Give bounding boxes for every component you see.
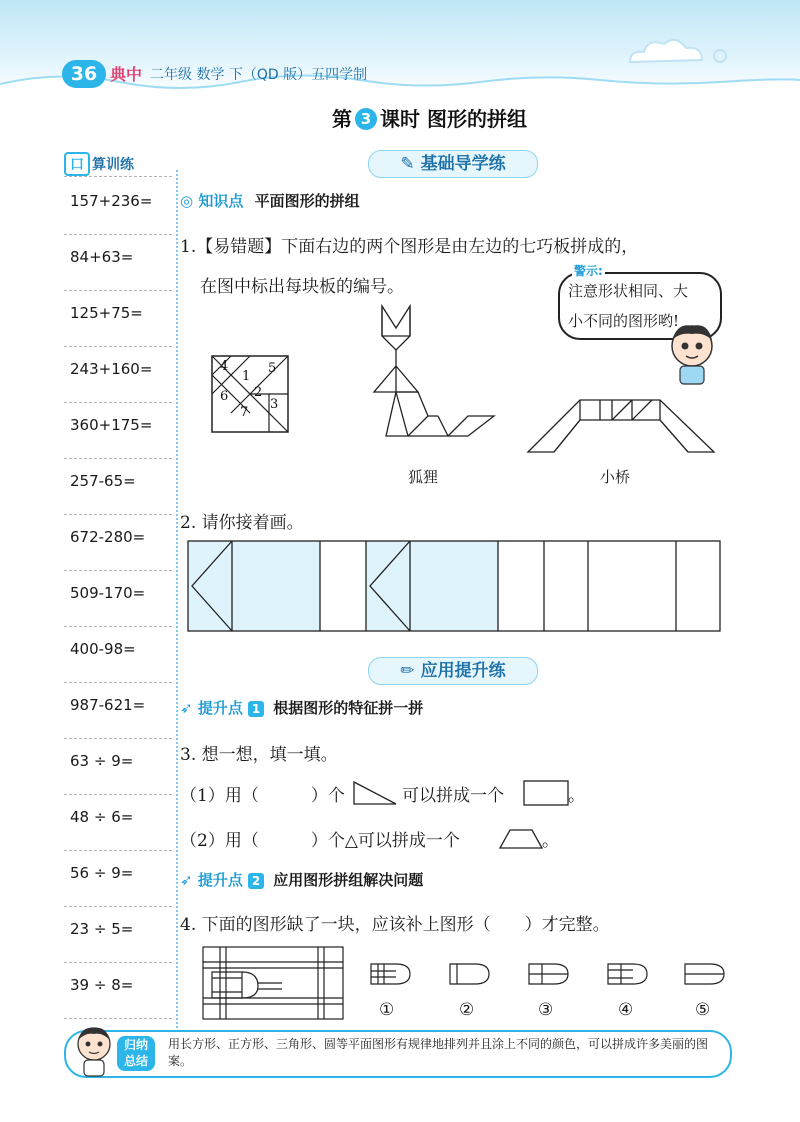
bridge-figure bbox=[528, 396, 718, 456]
q3-2-end: 。 bbox=[542, 831, 559, 851]
target-icon: ◎ bbox=[180, 192, 194, 210]
cartoon-kid-icon bbox=[72, 1024, 116, 1080]
lesson-number: 3 bbox=[355, 108, 377, 130]
knowledge-point: ◎ 知识点 平面图形的拼组 bbox=[180, 192, 360, 210]
option-shape-2[interactable] bbox=[449, 963, 491, 985]
exercise-row[interactable]: 84+63= bbox=[64, 234, 172, 291]
banner-applied-practice: ✏ 应用提升练 bbox=[368, 657, 538, 685]
column-divider bbox=[176, 170, 178, 1028]
trapezoid-icon bbox=[498, 828, 544, 850]
q3-text: 3. 想一想，填一填。 bbox=[180, 745, 338, 765]
lesson-title bbox=[332, 103, 527, 132]
exercise-row[interactable]: 400-98= bbox=[64, 626, 172, 683]
book-series: 二年级 数学 下（QD 版）五四学制 bbox=[150, 67, 368, 83]
summary-label: 归纳 总结 bbox=[117, 1036, 155, 1071]
exercise-row[interactable]: 125+75= bbox=[64, 290, 172, 347]
fox-label: 狐狸 bbox=[408, 468, 439, 486]
exercise-row[interactable]: 509-170= bbox=[64, 570, 172, 627]
tangram-label: 2 bbox=[254, 385, 263, 400]
tangram-square bbox=[212, 356, 292, 436]
exercise-row[interactable]: 63 ÷ 9= bbox=[64, 738, 172, 795]
tangram-label: 7 bbox=[240, 405, 249, 420]
exercise-row[interactable]: 672-280= bbox=[64, 514, 172, 571]
cartoon-boy-icon bbox=[664, 322, 720, 388]
rocket-icon: ➶ bbox=[180, 871, 193, 889]
option-label-1[interactable]: ① bbox=[379, 1000, 395, 1020]
option-shape-4[interactable] bbox=[607, 963, 649, 985]
bridge-label: 小桥 bbox=[600, 468, 631, 486]
option-label-3[interactable]: ③ bbox=[538, 1000, 554, 1020]
exercise-row[interactable]: 56 ÷ 9= bbox=[64, 850, 172, 907]
rectangle-icon bbox=[523, 780, 569, 806]
lesson-prefix: 第 bbox=[332, 107, 352, 131]
tangram-label: 3 bbox=[270, 397, 279, 412]
ruler-icon: ✏ bbox=[400, 661, 421, 681]
exercise-row[interactable]: 987-621= bbox=[64, 682, 172, 739]
tangram-label: 4 bbox=[220, 359, 229, 374]
rocket-icon: ➶ bbox=[180, 699, 193, 717]
improve-point-1: ➶ 提升点 1 根据图形的特征拼一拼 bbox=[180, 699, 424, 717]
oral-title-rest: 算训练 bbox=[92, 157, 134, 173]
option-shape-5[interactable] bbox=[684, 963, 726, 985]
exercise-top-divider bbox=[64, 176, 172, 177]
q3-2: （2）用（ ）个△可以拼成一个 bbox=[180, 831, 460, 851]
option-label-5[interactable]: ⑤ bbox=[695, 1000, 711, 1020]
pattern-strip[interactable] bbox=[188, 541, 724, 633]
option-shape-1[interactable] bbox=[370, 963, 412, 985]
q3-1-tail: 可以拼成一个 bbox=[402, 786, 504, 806]
right-triangle-icon bbox=[352, 780, 398, 806]
option-shape-3[interactable] bbox=[528, 963, 570, 985]
option-label-4[interactable]: ④ bbox=[618, 1000, 634, 1020]
summary-text: 用长方形、正方形、三角形、圆等平面图形有规律地排列并且涂上不同的颜色，可以拼成许多美丽的图案。 bbox=[168, 1037, 709, 1068]
q4-main-figure bbox=[202, 946, 346, 1022]
oral-training-title bbox=[64, 152, 134, 178]
tangram-label: 5 bbox=[268, 361, 277, 376]
q3-1: （1）用（ ）个 bbox=[180, 786, 345, 806]
exercise-row[interactable]: 157+236= bbox=[64, 178, 172, 235]
hint-label: 警示: bbox=[574, 264, 603, 278]
exercise-row[interactable]: 48 ÷ 6= bbox=[64, 794, 172, 851]
improve-point-2: ➶ 提升点 2 应用图形拼组解决问题 bbox=[180, 871, 424, 889]
oral-box: 口 bbox=[64, 152, 90, 176]
banner-basic-practice: ✎ 基础导学练 bbox=[368, 150, 538, 178]
exercise-row[interactable]: 243+160= bbox=[64, 346, 172, 403]
brand-logo: 典中 bbox=[110, 65, 143, 84]
tangram-label: 6 bbox=[220, 389, 229, 404]
q1-line1: 1.【易错题】下面右边的两个图形是由左边的七巧板拼成的， bbox=[180, 237, 639, 257]
exercise-row[interactable]: 360+175= bbox=[64, 402, 172, 459]
exercise-row[interactable]: 257-65= bbox=[64, 458, 172, 515]
hint-bubble: 注意形状相同、大 小不同的图形哟! bbox=[558, 272, 722, 340]
cloud-icon bbox=[620, 30, 740, 70]
exercise-row[interactable]: 23 ÷ 5= bbox=[64, 906, 172, 963]
fox-figure bbox=[368, 306, 498, 456]
page-number: 36 bbox=[62, 60, 106, 88]
q3-1-end: 。 bbox=[568, 786, 585, 806]
tangram-label: 1 bbox=[242, 369, 251, 384]
option-label-2[interactable]: ② bbox=[459, 1000, 475, 1020]
q1-line2: 在图中标出每块板的编号。 bbox=[200, 277, 404, 297]
exercise-row[interactable]: 39 ÷ 8= bbox=[64, 962, 172, 1019]
compass-icon: ✎ bbox=[400, 154, 421, 174]
q4-text: 4. 下面的图形缺了一块，应该补上图形（ ）才完整。 bbox=[180, 915, 610, 935]
q2-text: 2. 请你接着画。 bbox=[180, 513, 304, 533]
lesson-suffix: 课时 图形的拼组 bbox=[380, 107, 527, 131]
